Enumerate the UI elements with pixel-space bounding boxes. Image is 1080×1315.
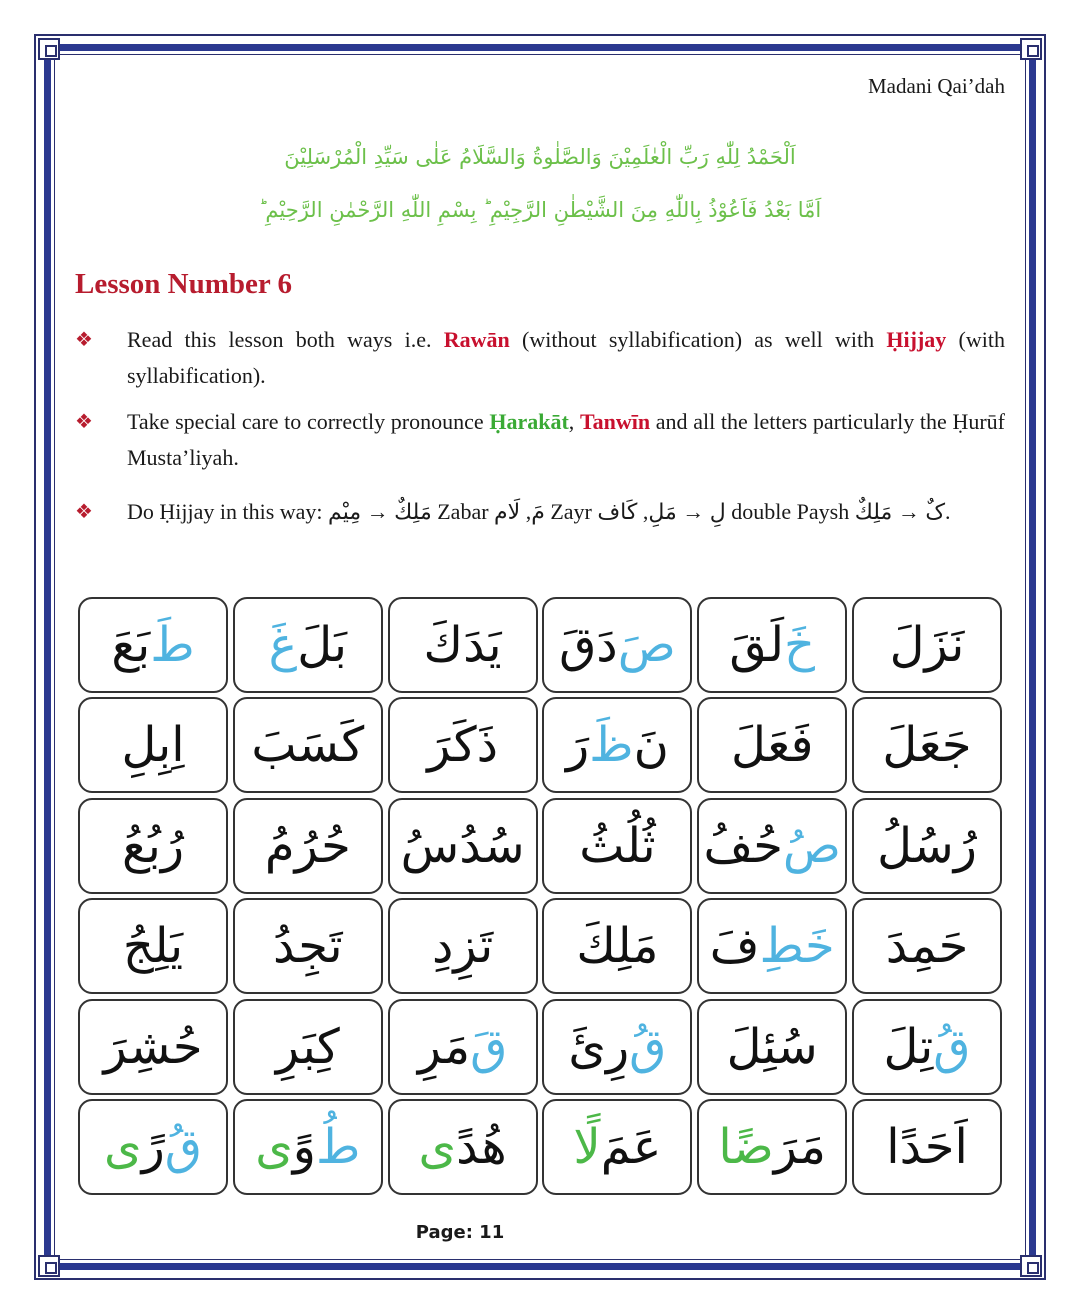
lesson-title: Lesson Number 6 [75, 268, 292, 300]
frame-corner-ornament [1020, 38, 1042, 60]
word-text: حَمِدَ [885, 918, 969, 975]
word-card [78, 798, 228, 894]
word-card [852, 798, 1002, 894]
word-grid [78, 597, 1002, 1195]
word-card [852, 697, 1002, 793]
word-card [388, 999, 538, 1095]
word-card [697, 798, 847, 894]
word-card [697, 697, 847, 793]
word-card [852, 898, 1002, 994]
word-card [542, 1099, 692, 1195]
word-text: يَدَكَ [423, 617, 502, 673]
word-text: مَرِ [417, 1018, 471, 1075]
instruction-item [75, 494, 1005, 531]
tanwin-letter: ى [255, 1119, 293, 1175]
word-card [852, 1099, 1002, 1195]
word-text: فَ [709, 918, 760, 975]
word-text: فَعَلَ [730, 717, 814, 774]
word-card [233, 697, 383, 793]
word-card [388, 1099, 538, 1195]
book-title: Madani Qai’dah [867, 74, 1005, 98]
word-text: نَزَلَ [889, 617, 965, 673]
instruction-text: Do Ḥijjay in this way: مَلِكٌ → مِیْم Zabar مَ, لَام Zayr لِ → مَلِ, کَاف double Paysh کٌ → مَلِكٌ . [127, 499, 951, 525]
frame-corner-ornament [1020, 1255, 1042, 1277]
word-text: حُفُ [703, 817, 783, 874]
word-text: ثُلُثُ [579, 817, 656, 874]
word-text: يَلِجُ [122, 918, 184, 975]
term-tanwin: Tanwīn [579, 409, 651, 434]
word-card [233, 597, 383, 693]
word-card [697, 898, 847, 994]
word-text: سُئِلَ [726, 1018, 818, 1075]
heavy-letter: خَطِ [759, 918, 835, 975]
word-text: عَمَ [600, 1119, 662, 1175]
dua-line-1: اَلْحَمْدُ لِلّٰهِ رَبِّ الْعٰلَمِیْنَ وَالصَّلٰوةُ وَالسَّلَامُ عَلٰی سَیِّدِ الْمُرْسَلِیْنَ [284, 145, 796, 169]
instruction-item [75, 404, 1005, 476]
word-card [388, 898, 538, 994]
heavy-letter: قُ [629, 1018, 667, 1075]
heavy-letter: صَ [617, 617, 676, 673]
heavy-letter: صُ [782, 817, 841, 874]
word-card [78, 898, 228, 994]
word-card [388, 798, 538, 894]
frame-corner-ornament [38, 38, 60, 60]
word-text: اَحَدًا [886, 1119, 968, 1175]
heavy-letter: غَ [268, 617, 298, 673]
heavy-letter: خَ [784, 617, 816, 673]
word-text: رُبُعُ [121, 817, 185, 874]
tanwin-letter: ى [104, 1119, 142, 1175]
word-card [697, 999, 847, 1095]
word-card [233, 1099, 383, 1195]
word-card [542, 798, 692, 894]
word-text: كَسَبَ [251, 717, 365, 774]
word-card [542, 898, 692, 994]
dua-line-2: اَمَّا بَعْدُ فَاَعُوْذُ بِاللّٰهِ مِنَ الشَّیْطٰنِ الرَّجِیْمِ ؕ بِسْمِ اللّٰهِ الرَّحْمٰنِ الرَّحِیْمِ ؕ [258, 198, 822, 222]
heavy-letter: ظَ [589, 717, 634, 774]
word-text: رِئَ [568, 1018, 630, 1075]
word-card [78, 597, 228, 693]
heavy-letter: قَ [470, 1018, 508, 1075]
word-card [233, 999, 383, 1095]
instruction-text: Take special care to correctly pronounce Ḥarakāt, Tanwīn and all the letters particularly the Ḥurūf Musta’liyah. [127, 409, 1006, 470]
word-text: سُدُسُ [400, 817, 525, 874]
word-text: مَرَ [773, 1119, 826, 1175]
word-text: جَعَلَ [882, 717, 972, 774]
word-text: حُشِرَ [103, 1018, 203, 1075]
heavy-letter: طَ [150, 617, 195, 673]
word-card [697, 597, 847, 693]
word-card [542, 999, 692, 1095]
word-text: اِبِلِ [121, 717, 185, 774]
word-card [542, 697, 692, 793]
instruction-text: Read this lesson both ways i.e. Rawān (without syllabification) as well with Ḥijjay (with syllabification). [127, 327, 1005, 388]
term-harakat: Ḥarakāt [489, 409, 569, 434]
tanwin-letter: ضًا [718, 1119, 774, 1175]
word-text: تِلَ [883, 1018, 934, 1075]
heavy-letter: قُ [933, 1018, 971, 1075]
word-text: مَلِكَ [576, 918, 659, 975]
word-text: رُسُلُ [877, 817, 977, 874]
word-text: رَ [565, 717, 590, 774]
word-text: وً [292, 1119, 316, 1175]
word-text: حُرُمُ [264, 817, 351, 874]
word-text: رً [141, 1119, 165, 1175]
word-text: كِبَرِ [275, 1018, 340, 1075]
diamond-bullet-icon: ❖ [75, 329, 93, 351]
word-card [233, 898, 383, 994]
term-rawan: Rawān [443, 327, 510, 352]
heavy-letter: طُ [315, 1119, 361, 1175]
tanwin-letter: ى [418, 1119, 457, 1175]
tanwin-letter: لًا [573, 1119, 601, 1175]
word-text: بَعَ [111, 617, 151, 673]
word-text: ذَكَرَ [427, 717, 498, 774]
word-card [542, 597, 692, 693]
word-text: هُدً [456, 1119, 507, 1175]
word-text: لَقَ [729, 617, 785, 673]
word-card [78, 999, 228, 1095]
instruction-item [75, 322, 1005, 394]
word-card [233, 798, 383, 894]
word-text: تَجِدُ [273, 918, 343, 975]
word-card [388, 697, 538, 793]
word-card [78, 1099, 228, 1195]
word-card [388, 597, 538, 693]
word-text: تَزِدِ [431, 918, 494, 975]
word-card [852, 597, 1002, 693]
word-card [697, 1099, 847, 1195]
heavy-letter: قُ [164, 1119, 203, 1175]
term-hijjay: Ḥijjay [886, 327, 947, 352]
word-text: بَلَ [297, 617, 347, 673]
word-text: دَقَ [559, 617, 618, 673]
frame-corner-ornament [38, 1255, 60, 1277]
word-text: نَ [633, 717, 669, 774]
diamond-bullet-icon: ❖ [75, 501, 93, 523]
word-card [852, 999, 1002, 1095]
word-card [78, 697, 228, 793]
page-number: Page: 11 [415, 1222, 505, 1243]
diamond-bullet-icon: ❖ [75, 411, 93, 433]
